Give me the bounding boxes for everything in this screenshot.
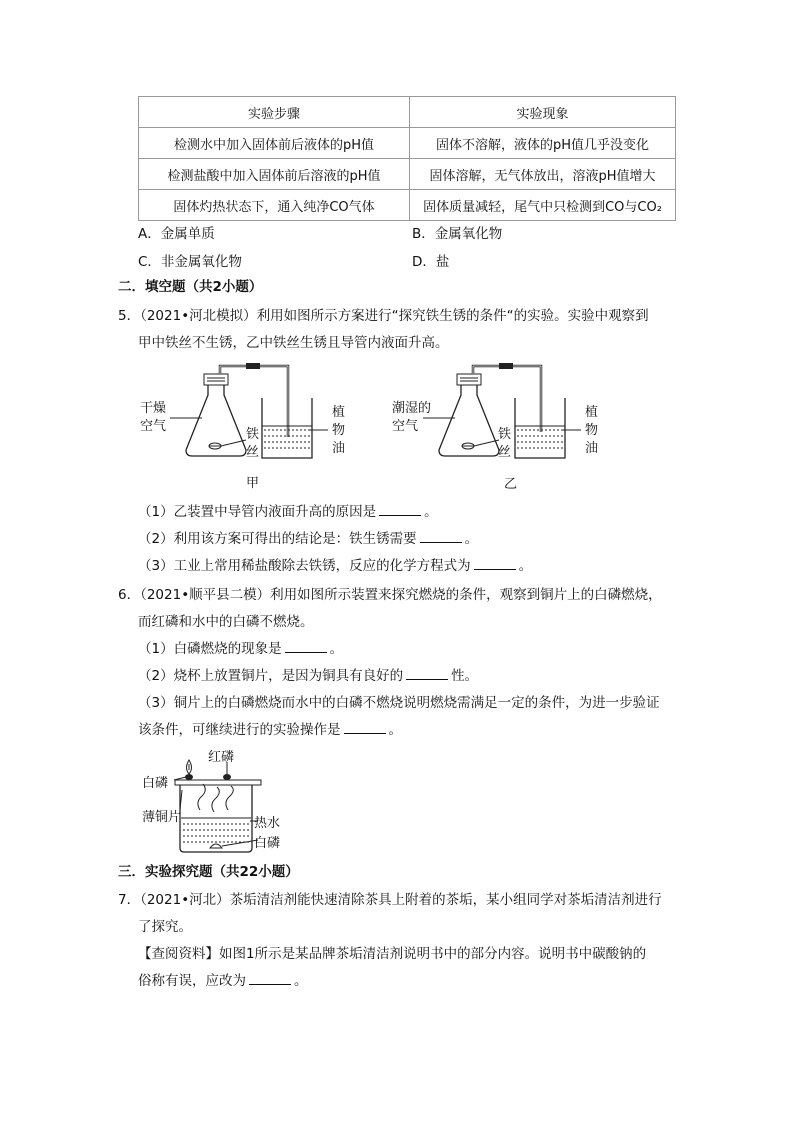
q5-sub2: （2）利用该方案可得出的结论是：铁生锈需要 。 [138, 531, 479, 547]
table-cell: 检测盐酸中加入固体前后溶液的pH值 [139, 159, 410, 190]
yi-gas-label: 潮湿的空气 [392, 401, 432, 434]
table-header-phenomenon: 实验现象 [410, 97, 676, 128]
table-cell: 固体质量减轻，尾气中只检测到CO与CO₂ [410, 190, 676, 221]
q6-stem-line1: 6．（2021•顺平县二模）利用如图所示装置来探究燃烧的条件，观察到铜片上的白磷燃烧， [118, 587, 662, 603]
q5-sub3: （3）工业上常用稀盐酸除去铁锈，反应的化学方程式为 。 [138, 558, 533, 574]
copper-plate-label: 薄铜片 [142, 810, 182, 825]
q5-stem-line2: 甲中铁丝不生锈，乙中铁丝生锈且导管内液面升高。 [138, 335, 449, 351]
section-2-title: 二．填空题（共2小题） [118, 279, 263, 295]
answer-blank[interactable] [249, 972, 291, 985]
q6-sub1: （1）白磷燃烧的现象是 。 [138, 641, 344, 657]
yi-wire-label: 铁丝 [498, 427, 512, 460]
red-phosphorus-label: 红磷 [208, 750, 235, 765]
option-b: B．金属氧化物 [412, 226, 503, 242]
white-phosphorus-top-label: 白磷 [142, 776, 169, 791]
q6-sub3-line2: 该条件，可继续进行的实验操作是 。 [138, 722, 402, 738]
option-c: C．非金属氧化物 [138, 254, 242, 270]
white-phosphorus-bottom-label: 白磷 [254, 836, 281, 851]
yi-oil-label: 植物油 [585, 405, 599, 456]
option-d: D．盐 [412, 254, 450, 270]
table-cell: 固体不溶解，液体的pH值几乎没变化 [410, 128, 676, 159]
section-3-title: 三．实验探究题（共22小题） [118, 864, 299, 880]
q6-sub2: （2）烧杯上放置铜片，是因为铜具有良好的 性。 [138, 668, 479, 684]
q7-stem-line1: 7．（2021•河北）茶垢清洁剂能快速清除茶具上附着的茶垢，某小组同学对茶垢清洁剂进行 [118, 892, 662, 908]
table-cell: 固体灼热状态下，通入纯净CO气体 [139, 190, 410, 221]
table-cell: 固体溶解，无气体放出，溶液pH值增大 [410, 159, 676, 190]
table-cell: 检测水中加入固体前后液体的pH值 [139, 128, 410, 159]
hot-water-label: 热水 [254, 816, 281, 831]
jia-wire-label: 铁丝 [246, 427, 260, 460]
q7-reference-line2: 俗称有误，应改为 。 [138, 973, 308, 989]
q6-sub3-line1: （3）铜片上的白磷燃烧而水中的白磷不燃烧说明燃烧需满足一定的条件，为进一步验证 [138, 695, 660, 711]
table-header-step: 实验步骤 [139, 97, 410, 128]
q6-stem-line2: 而红磷和水中的白磷不燃烧。 [138, 614, 314, 630]
q5-sub1: （1）乙装置中导管内液面升高的原因是 。 [138, 504, 438, 520]
q5-stem-line1: 5．（2021•河北模拟）利用如图所示方案进行“探究铁生锈的条件“的实验。实验中观察到 [118, 308, 649, 324]
jia-oil-label: 植物油 [332, 405, 346, 456]
option-a: A．金属单质 [138, 226, 215, 242]
jia-gas-label: 干燥空气 [140, 401, 167, 434]
q7-reference-line1: 【查阅资料】如图1所示是某品牌茶垢清洁剂说明书中的部分内容。说明书中碳酸钠的 [138, 946, 647, 962]
yi-name-label: 乙 [504, 477, 518, 492]
q7-stem-line2: 了探究。 [138, 919, 192, 935]
jia-name-label: 甲 [246, 476, 260, 491]
